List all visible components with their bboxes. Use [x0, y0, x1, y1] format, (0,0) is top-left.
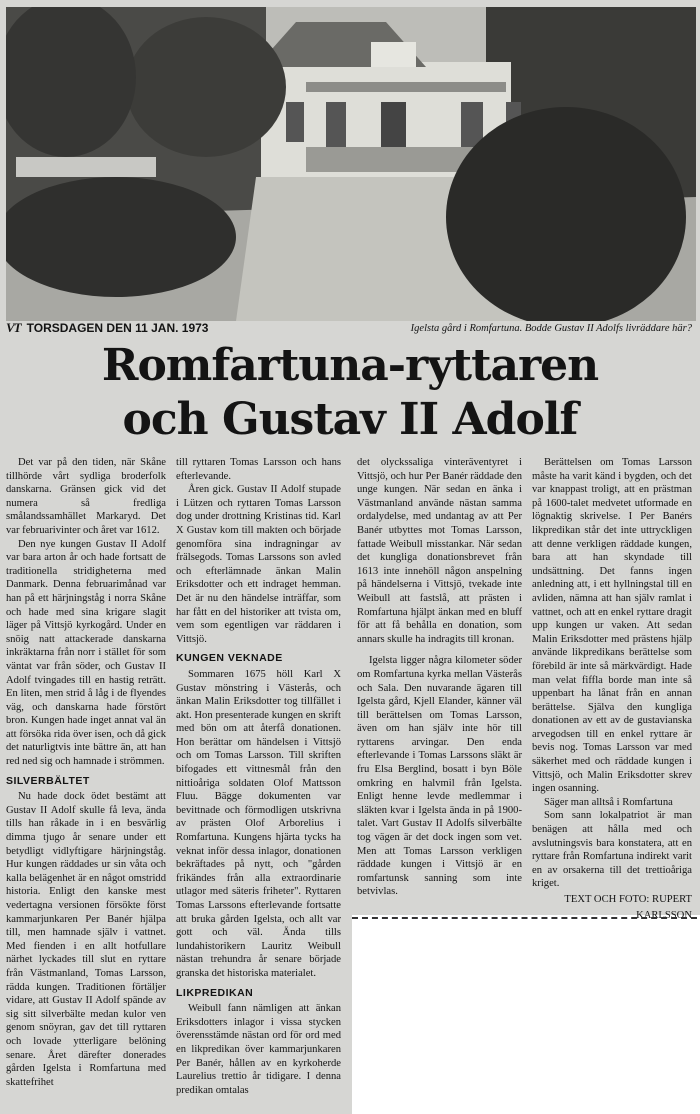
paragraph: Berättelsen om Tomas Larsson måste ha varit känd i bygden, och det var knappast troligt, att en prästman på 1600-talet medvetet utformade en lögnaktig skrivelse. I Per Banérs likpredikan står det inte uttryckligen att denne verkligen räddade kungen, bara att han skyndade till undsättning. Det fanns ingen anledning att, i ett hyllningstal till en avliden, nämna att han själv ramlat i vattnet, och att en enkel ryttare dragit upp kungen ur vaken. Att sedan Malin Eriksdotter med prästens hjälp använde likpredikans berättelse som förebild är inte så märkvärdigt. Hade man velat fiffla borde man inte så uppenbart ha lånat från en annan berättelse. Själva den kungliga donationen av ett av de gustavianska arvegodsen till en enkel ryttare är bevis nog. Tomas Larsson var med säkerhet med och räddade kungen i Vittsjö, och Malin Eriksdotter skrev ingen osanning. [532, 457, 692, 795]
photo-credit: TEXT OCH FOTO: RUPERT [564, 894, 692, 905]
photo-caption: Igelsta gård i Romfartuna. Bodde Gustav II Adolfs livräddare här? [410, 322, 692, 334]
article-column-2 [176, 456, 341, 1097]
paragraph: Igelsta ligger några kilometer söder om Romfartuna kyrka mellan Västerås och Sala. Den nuvarande ägaren till Igelsta gård, Kjell Elander, känner väl till berättelsen om Tomas Larsson, även om han själv inte hör till ryttarens arvingar. Den enda efterlevande i Tomas Larssons släkt är fru Elsa Berglind, bosatt i byn Böle omkring en halvmil från Igelsta. Enligt henne levde medlemmar i släkten kvar i Igelsta ända in på 1900-talet. Vart Gustav II Adolfs silverbälte tog vägen är det dock ingen som vet. Men att Tomas Larsson verkligen räddade kungen i Vittsjö är en romfartunsk sanning som inte betvivlas. [357, 655, 522, 898]
paragraph: Åren gick. Gustav II Adolf stupade i Lützen och ryttaren Tomas Larsson dog under drottning Kristinas tid. Karl X Gustav kom till makten och började genomföra sina indragningar av frälsegods. Tomas Larssons son avled och efterlämnade änkan Malin Eriksdotter och ett indraget hemman. Det är nu den händelse inträffar, som har fått en del historiker att tvista om, vem som egentligen var räddaren i Vittsjö. [176, 484, 341, 645]
paragraph: Nu hade dock ödet bestämt att Gustav II Adolf skulle få leva, ända tills han råkade in i en besvärlig dimma tjugo år senare under ett betydligt vidlyftigare härjningståg. Hur kungen räddades ur sin våta och kalla belägenhet är en något omstridd historia. Enligt den kanske mest vedertagna versionen försökte först kammarjunkaren Per Banér hjälpa till, men hamnade själv i vattnet. Med fienden i en allt hotfullare närhet lyckades till slut en ryttare från Västmanland, Tomas Larsson, rädda kungen. Traditionen förtäljer vidare, att Gustav II Adolf spände av sig sitt silverbälte medan kulor ven genom snöyran, gav det till ryttaren och lovade ytterligare belöning senare. Året därefter donerades gården Igelsta i Romfartuna med skattefrihet [6, 791, 166, 1088]
paragraph: Det var på den tiden, när Skåne tillhörde vårt sydliga broderfolk danskarna. Gränsen gick vid det numera så fredliga smålandssamhället Markaryd. Det var februarivinter och året var 1612. [6, 457, 166, 536]
article-headline [0, 334, 700, 445]
cut-line [352, 917, 697, 919]
dateline-date: TORSDAGEN DEN 11 JAN. 1973 [26, 321, 209, 335]
newspaper-logo: VT [6, 320, 21, 335]
paragraph: till ryttaren Tomas Larsson och hans efterlevande. [176, 457, 341, 482]
paragraph: Säger man alltså i Romfartuna [544, 796, 673, 808]
paragraph: Den nye kungen Gustav II Adolf var bara arton år och hade fortsatt de traditionella stridigheterna med Danmark. Denna februarimånad var han på ett härjningståg i norra Skåne och hade med sina krigare slagit läger på Vittsjö kyrkogård. Under en snöig natt attackerade danskarna inkräktarna från norr i stället för som väntat var från söder, och Gustav II Adolf tvingades till en hastig reträtt. En liten, men strid å låg i de flyendes väg, och danskarna hade förstört bron. Kungen hade inget annat val än att försöka rida över isen, och då gick det naturligtvis inte bättre än, att han red ned sig och hamnade i strömmen. [6, 538, 166, 768]
article-column-3 [357, 456, 522, 899]
article-column-4 [532, 456, 692, 922]
photo-igelsta-farmhouse [6, 7, 696, 321]
headline-line-2: och Gustav II Adolf [122, 394, 578, 445]
article-column-1 [6, 456, 166, 1089]
paragraph: Sommaren 1675 höll Karl X Gustav mönstring i Västerås, och änkan Malin Eriksdotter tog tillfället i akt. Hon presenterade kungen en skrift med bön om att återfå donationen. Hon berättar om händelsen i Vittsjö och om Tomas Larsson. Till skriften bifogades ett vittnesmål från den nittioåriga soldaten Olof Mattsson Fluu. Bägge dokumenten var bevittnade och förmodligen utskrivna av prästen Olof Arborelius i Romfartuna. Kungens hjärta tycks ha veknat inför dessa inlagor, donationen bekräftades på nytt, och "gården frikändes från alla extraordinarie utlagor med säteris friheter". Ryttaren Tomas Larssons efterlevande fortsatte att bruka gården Igelsta, och allt var gott och väl. Ända tills lundahistorikern Lauritz Weibull nästan trehundra år senare började granska det historiska materialet. [176, 668, 341, 979]
subheading: KUNGEN VEKNADE [176, 652, 283, 665]
paragraph: Som sann lokalpatriot är man benägen att hålla med och avslutningsvis bara konstatera, att en ryttare från Romfartuna indirekt varit en av orsakerna till det trettioåriga kriget. [532, 810, 692, 890]
photo-credit-name: KARLSSON [636, 909, 692, 921]
paragraph: Weibull fann nämligen att änkan Eriksdotters inlagor i vissa stycken överensstämde nästan ord för ord med en likpredikan över kammarjunkaren Per Banér, hållen av en kyrkoherde Laurelius trettio år tidigare. I denna predikan omtalas [176, 1003, 341, 1096]
subheading: SILVERBÄLTET [6, 774, 90, 787]
headline-line-1: Romfartuna-ryttaren [101, 340, 599, 391]
subheading: LIKPREDIKAN [176, 986, 254, 999]
paragraph: det olyckssaliga vinteräventyret i Vittsjö, och hur Per Banér räddade den unge kungen. När sedan en änka i Västmanland använde nästan samma ordalydelse, med undantag av att Per Banér utbyttes mot Tomas Larsson, fattade Weibull misstankar. När sedan det kungliga donationsbrevet från 1613 inte innehöll någon anspelning på händelserna i Vittsjö, tvekade inte Weibull att fastslå, att prästen i Romfartuna hjälpt änkan med en bluff för att få behålla en donation, som annars skulle ha indragits till kronan. [357, 457, 522, 645]
